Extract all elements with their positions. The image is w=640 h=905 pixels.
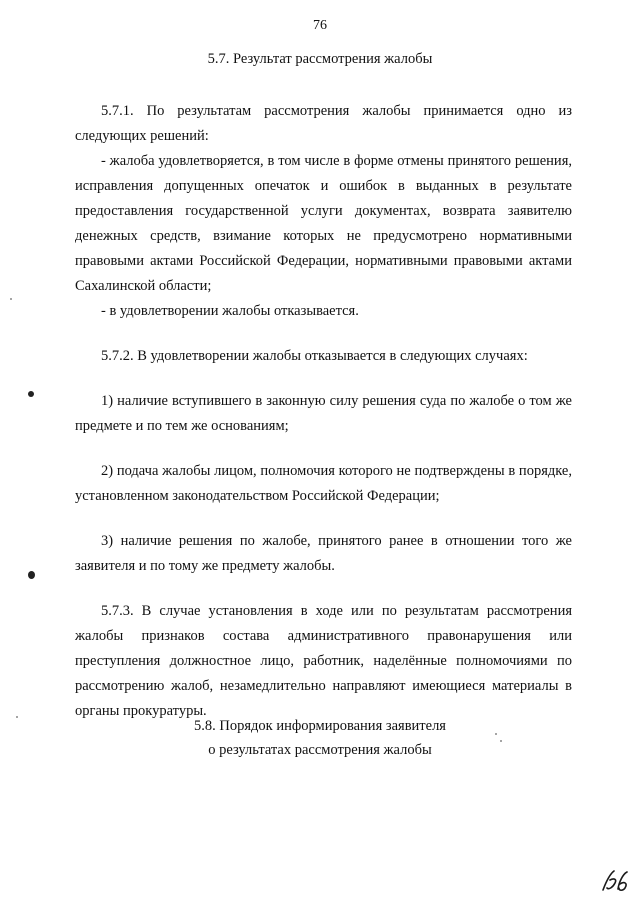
list-item-complaint-satisfied: - жалоба удовлетворяется, в том числе в форме отмены принятого решения, исправления допущенных опечаток и ошибок в выданных в результате предоставления государственной услуги документах, возврата заявителю денежных средств, взимание которых не предусмотрено нормативными правовыми актами Российской Федерации, нормативными правовыми актами Сахалинской области; (75, 153, 572, 294)
rejection-case-1: 1) наличие вступившего в законную силу решения суда по жалобе о том же предмете и по тем же основаниям; (75, 393, 572, 434)
section-heading-5-8-line2: о результатах рассмотрения жалобы (208, 742, 432, 758)
margin-dot-mark (28, 391, 34, 397)
margin-dot-mark (28, 571, 35, 579)
handwritten-page-mark (600, 868, 630, 894)
paragraph-5-7-2: 5.7.2. В удовлетворении жалобы отказывается в следующих случаях: (101, 348, 528, 364)
scan-speck (10, 298, 12, 300)
scan-speck (495, 733, 497, 735)
section-body-5-7 (75, 99, 572, 724)
section-heading-5-8 (0, 714, 640, 762)
scan-speck (500, 740, 502, 742)
section-heading-5-7: 5.7. Результат рассмотрения жалобы (207, 51, 433, 67)
scan-speck (16, 716, 18, 718)
paragraph-5-7-1: 5.7.1. По результатам рассмотрения жалобы принимается одно из следующих решений: (75, 103, 572, 144)
rejection-case-2: 2) подача жалобы лицом, полномочия которого не подтверждены в порядке, установленном законодательством Российской Федерации; (75, 463, 572, 504)
paragraph-5-7-3: 5.7.3. В случае установления в ходе или по результатам рассмотрения жалобы признаков состава административного правонарушения или преступления должностное лицо, работник, наделённые полномочиями по рассмотрению жалоб, незамедлительно направляют имеющиеся материалы в органы прокуратуры. (75, 603, 572, 719)
list-item-complaint-rejected: - в удовлетворении жалобы отказывается. (101, 303, 359, 319)
page-number: 76 (313, 18, 327, 33)
section-heading-5-8-line1: 5.8. Порядок информирования заявителя (194, 718, 446, 734)
rejection-case-3: 3) наличие решения по жалобе, принятого ранее в отношении того же заявителя и по тому же предмету жалобы. (75, 533, 572, 574)
